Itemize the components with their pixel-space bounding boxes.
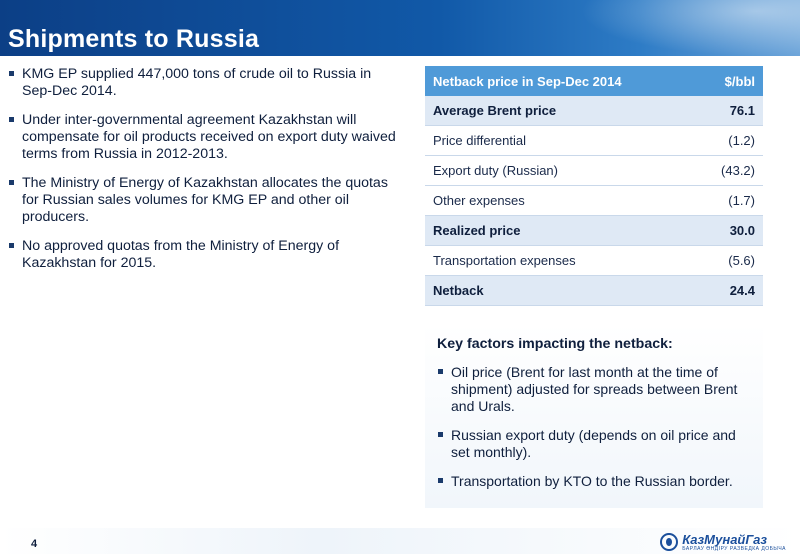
row-value: (5.6) <box>697 246 763 276</box>
table-row <box>425 186 763 216</box>
bullet-text: The Ministry of Energy of Kazakhstan allocates the quotas for Russian sales volumes for KMG EP and other oil producers. <box>22 175 388 225</box>
bullet-text: KMG EP supplied 447,000 tons of crude oil to Russia in Sep-Dec 2014. <box>22 66 372 99</box>
key-factors-title: Key factors impacting the netback: <box>437 336 673 352</box>
bullet-square-icon <box>438 432 443 437</box>
table-header-label: Netback price in Sep-Dec 2014 <box>425 66 697 96</box>
company-logo <box>660 532 786 552</box>
row-label: Transportation expenses <box>425 246 697 276</box>
key-factor-item <box>437 364 757 415</box>
row-value: (1.2) <box>697 126 763 156</box>
key-factor-text: Oil price (Brent for last month at the time of shipment) adjusted for spreads between Brent and Urals. <box>451 364 738 414</box>
row-value: (1.7) <box>697 186 763 216</box>
row-label: Other expenses <box>425 186 697 216</box>
table-row <box>425 96 763 126</box>
table-row <box>425 156 763 186</box>
bullet-square-icon <box>438 478 443 483</box>
bullet-square-icon <box>9 117 14 122</box>
netback-table <box>425 66 763 306</box>
row-label: Export duty (Russian) <box>425 156 697 186</box>
bullet-square-icon <box>438 369 443 374</box>
logo-drop-icon <box>660 533 678 551</box>
row-value: (43.2) <box>697 156 763 186</box>
row-label: Realized price <box>425 216 697 246</box>
bullet-text: Under inter-governmental agreement Kazakhstan will compensate for oil products received on export duty waived terms from Russia in 2012-2013. <box>22 112 396 162</box>
bullet-item <box>8 175 400 226</box>
header-band <box>0 0 800 56</box>
page-number: 4 <box>31 538 38 550</box>
bullet-list <box>8 66 400 272</box>
table-header-row <box>425 66 763 96</box>
row-value: 30.0 <box>697 216 763 246</box>
bullet-square-icon <box>9 180 14 185</box>
bullet-text: No approved quotas from the Ministry of Energy of Kazakhstan for 2015. <box>22 238 340 271</box>
left-bullet-section <box>8 66 400 284</box>
logo-subtitle: БАРЛАУ ӨНДІРУ РАЗВЕДКА ДОБЫЧА <box>682 545 786 552</box>
row-value: 76.1 <box>697 96 763 126</box>
row-label: Average Brent price <box>425 96 697 126</box>
table-row <box>425 216 763 246</box>
bullet-item <box>8 112 400 163</box>
bullet-item <box>8 238 400 272</box>
logo-text <box>682 533 786 552</box>
table-header-unit: $/bbl <box>697 66 763 96</box>
row-label: Price differential <box>425 126 697 156</box>
key-factor-text: Russian export duty (depends on oil price and set monthly). <box>451 427 736 460</box>
row-value: 24.4 <box>697 276 763 306</box>
table-row <box>425 276 763 306</box>
key-factor-item <box>437 427 757 461</box>
row-label: Netback <box>425 276 697 306</box>
bullet-square-icon <box>9 243 14 248</box>
header-glow <box>580 0 800 56</box>
bullet-item <box>8 66 400 100</box>
table-row <box>425 246 763 276</box>
logo-name: КазМунайГаз <box>682 531 768 547</box>
page-title: Shipments to Russia <box>8 25 260 53</box>
key-factors-list <box>437 364 757 502</box>
footer-bar <box>0 528 800 554</box>
bullet-square-icon <box>9 71 14 76</box>
key-factor-text: Transportation by KTO to the Russian border. <box>451 473 733 489</box>
table-row <box>425 126 763 156</box>
key-factor-item <box>437 473 757 490</box>
key-factors-box <box>425 324 763 508</box>
